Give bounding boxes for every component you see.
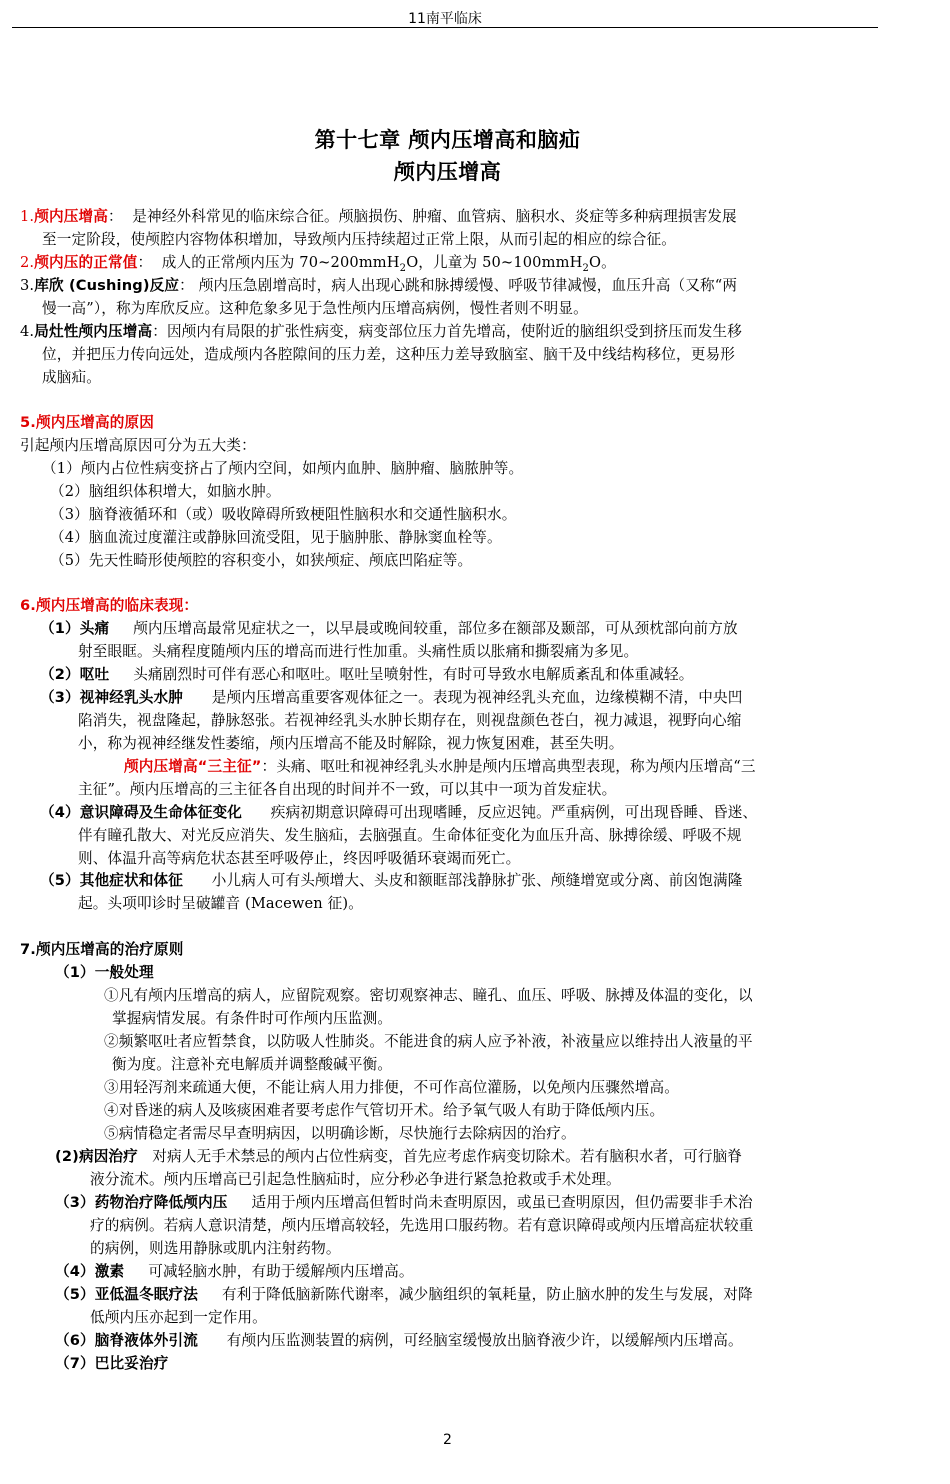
item-label: （6）脑脊液体外引流 [55, 1332, 198, 1349]
treatment-item-label: （1）一般处理 [55, 964, 154, 981]
subscript: 2 [582, 262, 589, 274]
text-line: ③用轻泻剂来疏通大便，不能让病人用力排便，不可作高位灌肠，以免颅内压骤然增高。 [104, 1079, 680, 1096]
text-line: 则、体温升高等病危状态甚至呼吸停止，终因呼吸循环衰竭而死亡。 [78, 850, 521, 867]
text-line: 伴有瞳孔散大、对光反应消失、发生脑疝，去脑强直。生命体征变化为血压升高、脉搏徐缓、呼吸不规 [78, 827, 742, 844]
causes-intro: 引起颅内压增高原因可分为五大类： [20, 437, 256, 454]
text: O。 [589, 254, 616, 271]
text: 疾病初期意识障碍可出现嗜睡，反应迟钝。严重病例，可出现昏睡、昏迷、 [270, 804, 758, 821]
section-title: 颅内压增高 [393, 160, 502, 184]
item-label: （1）头痛 [40, 620, 110, 637]
text-line: 液分流术。颅内压增高已引起急性脑疝时，应分秒必争进行紧急抢救或手术处理。 [90, 1171, 621, 1188]
text: 有颅内压监测装置的病例，可经脑室缓慢放出脑脊液少许，以缓解颅内压增高。 [226, 1332, 743, 1349]
symptoms-heading: 6.颅内压增高的临床表现： [20, 597, 199, 614]
colon: ： [137, 254, 153, 271]
symptom-item [40, 664, 694, 686]
list-item: （3）脑脊液循环和（或）吸收障碍所致梗阻性脑积水和交通性脑积水。 [50, 506, 517, 523]
list-item: （5）先天性畸形使颅腔的容积变小，如狭颅症、颅底凹陷症等。 [50, 552, 473, 569]
item-label: （3）药物治疗降低颅内压 [55, 1194, 228, 1211]
text-line: 掌握病情发展。有条件时可作颅内压监测。 [112, 1010, 393, 1027]
treatment-item [55, 1146, 742, 1168]
definition-item [20, 321, 742, 343]
text: 因颅内有局限的扩张性病变，病变部位压力首先增高，使附近的脑组织受到挤压而发生移 [166, 323, 742, 340]
text: O，儿童为 50~100mmH [406, 254, 583, 271]
treatment-heading: 7.颅内压增高的治疗原则 [20, 941, 184, 958]
text-line: 起。头项叩诊时呈破罐音 (Macewen 征)。 [78, 895, 363, 912]
term: 颅内压的正常值 [34, 254, 138, 271]
text-line: 主征”。颅内压增高的三主征各自出现的时间并不一致，可以其中一项为首发症状。 [78, 781, 617, 798]
treatment-item [55, 1284, 753, 1306]
symptom-item [40, 618, 738, 640]
symptom-item [40, 870, 743, 892]
text-line: 低颅内压亦起到一定作用。 [90, 1309, 267, 1326]
list-item: （4）脑血流过度灌注或静脉回流受阻，见于脑肿胀、静脉窦血栓等。 [50, 529, 502, 546]
treatment-item [55, 1330, 743, 1352]
treatment-item [55, 1192, 753, 1214]
text-line: 射至眼眶。头痛程度随颅内压的增高而进行性加重。头痛性质以胀痛和撕裂痛为多见。 [78, 643, 639, 660]
item-number: 1. [20, 208, 35, 225]
colon: ： [179, 277, 194, 294]
definition-item [20, 206, 737, 228]
text-line: 陷消失，视盘隆起，静脉怒张。若视神经乳头水肿长期存在，则视盘颜色苍白，视力减退，视野向心缩 [78, 712, 742, 729]
colon: ： [152, 323, 167, 340]
item-number: 4. [20, 323, 35, 340]
item-label: (2)病因治疗 [55, 1148, 138, 1165]
text: 成人的正常颅内压为 70~200mmH [161, 254, 400, 271]
text-line: 成脑疝。 [42, 369, 101, 386]
item-label: （5）亚低温冬眠疗法 [55, 1286, 198, 1303]
text-line: ①凡有颅内压增高的病人，应留院观察。密切观察神志、瞳孔、血压、呼吸、脉搏及体温的变化，以 [104, 987, 753, 1004]
item-label: （3）视神经乳头水肿 [40, 689, 183, 706]
item-label: （4）激素 [55, 1263, 125, 1280]
text: 颅内压增高最常见症状之一，以早晨或晚间较重，部位多在额部及颞部，可从颈枕部向前方放 [133, 620, 738, 637]
item-number: 3. [20, 277, 35, 294]
page-number: 2 [443, 1432, 452, 1448]
text: 是神经外科常见的临床综合征。颅脑损伤、肿瘤、血管病、脑积水、炎症等多种病理损害发展 [132, 208, 737, 225]
subscript: 2 [399, 262, 407, 274]
chapter-title: 第十七章 颅内压增高和脑疝 [314, 128, 581, 152]
term: 局灶性颅内压增高 [34, 323, 153, 340]
text-line: ④对昏迷的病人及咳痰困难者要考虑作气管切开术。给予氧气吸人有助于降低颅内压。 [104, 1102, 665, 1119]
text: 小儿病人可有头颅增大、头皮和额眶部浅静脉扩张、颅缝增宽或分离、前囟饱满隆 [211, 872, 743, 889]
definition-item [20, 275, 737, 297]
symptom-item [40, 687, 743, 709]
text: 头痛、呕吐和视神经乳头水肿是颅内压增高典型表现，称为颅内压增高“三 [276, 758, 756, 775]
text: 对病人无手术禁忌的颅内占位性病变，首先应考虑作病变切除术。若有脑积水者，可行脑脊 [152, 1148, 743, 1165]
text: 适用于颅内压增高但暂时尚未查明原因，或虽已查明原因，但仍需要非手术治 [251, 1194, 753, 1211]
text: 是颅内压增高重要客观体征之一。表现为视神经乳头充血，边缘模糊不清，中央凹 [211, 689, 743, 706]
text: 可减轻脑水肿，有助于缓解颅内压增高。 [148, 1263, 414, 1280]
item-label: （5）其他症状和体征 [40, 872, 183, 889]
text-line: 的病例，则选用静脉或肌内注射药物。 [90, 1240, 341, 1257]
text-line: 疗的病例。若病人意识清楚，颅内压增高较轻，先选用口服药物。若有意识障碍或颅内压增高症状较重 [90, 1217, 754, 1234]
text: 颅内压急剧增高时，病人出现心跳和脉搏缓慢、呼吸节律减慢，血压升高（又称“两 [198, 277, 738, 294]
triad-note [124, 756, 756, 778]
symptom-item [40, 802, 757, 824]
text-line: ②频繁呕吐者应暂禁食，以防吸人性肺炎。不能进食的病人应予补液，补液量应以维持出人液量的平 [104, 1033, 753, 1050]
text-line: ⑤病情稳定者需尽早查明病因，以明确诊断，尽快施行去除病因的治疗。 [104, 1125, 576, 1142]
text-line: 小，称为视神经继发性萎缩，颅内压增高不能及时解除，视力恢复困难，甚至失明。 [78, 735, 624, 752]
treatment-item [55, 1261, 414, 1283]
text: 头痛剧烈时可伴有恶心和呕吐。呕吐呈喷射性，有时可导致水电解质紊乱和体重减轻。 [133, 666, 694, 683]
list-item: （2）脑组织体积增大，如脑水肿。 [50, 483, 281, 500]
term: 库欣 (Cushing)反应 [34, 277, 180, 294]
text-line: 至一定阶段，使颅腔内容物体积增加，导致颅内压持续超过正常上限，从而引起的相应的综合征。 [42, 231, 676, 248]
text-line: 衡为度。注意补充电解质并调整酸碱平衡。 [112, 1056, 393, 1073]
term: 颅内压增高 [34, 208, 108, 225]
treatment-item-label: （7）巴比妥治疗 [55, 1355, 169, 1372]
text-line: 位，并把压力传向远处，造成颅内各腔隙间的压力差，这种压力差导致脑室、脑干及中线结构移位，更易形 [42, 346, 735, 363]
text: 有利于降低脑新陈代谢率，减少脑组织的氧耗量，防止脑水肿的发生与发展，对降 [221, 1286, 753, 1303]
item-label: （2）呕吐 [40, 666, 110, 683]
term: 颅内压增高“三主征” [124, 758, 262, 775]
header-rule [12, 27, 878, 28]
item-label: （4）意识障碍及生命体征变化 [40, 804, 242, 821]
list-item: （1）颅内占位性病变挤占了颅内空间，如颅内血肿、脑肿瘤、脑脓肿等。 [42, 460, 524, 477]
item-number: 2. [20, 254, 35, 271]
text-line: 慢一高”），称为库欣反应。这种危象多见于急性颅内压增高病例，慢性者则不明显。 [42, 300, 588, 317]
page-header: 11南平临床 [408, 11, 482, 27]
colon: ： [261, 758, 277, 775]
colon: ： [107, 208, 123, 225]
causes-heading: 5.颅内压增高的原因 [20, 414, 154, 431]
